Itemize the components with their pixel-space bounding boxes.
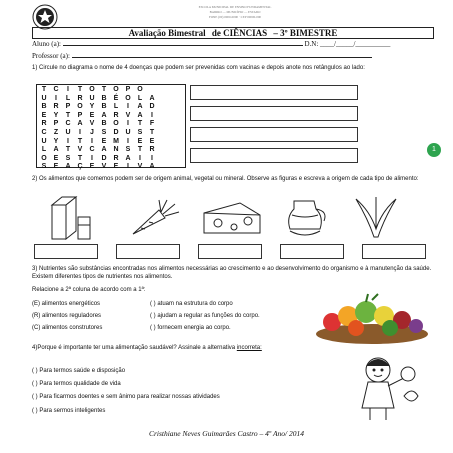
word-search-letter[interactable]: V xyxy=(137,163,143,171)
word-search-letter[interactable]: A xyxy=(137,111,143,119)
word-search-letter[interactable] xyxy=(158,120,170,129)
word-search-letter[interactable]: U xyxy=(41,94,47,102)
word-search-letter[interactable]: R xyxy=(41,120,47,128)
word-search-letter[interactable]: E xyxy=(89,163,95,171)
word-search-letter[interactable] xyxy=(170,86,182,95)
school-line: BAIRRO — MUNICÍPIO — ESTADO xyxy=(209,10,261,14)
word-search-letter[interactable]: D xyxy=(101,154,107,162)
word-search-letter[interactable]: A xyxy=(65,163,71,171)
word-search-letter[interactable]: U xyxy=(41,137,47,145)
word-search-letter[interactable]: É xyxy=(113,94,119,102)
word-search-letter[interactable]: A xyxy=(101,146,107,154)
question-3-instruction: Relacione a 2ª coluna de acordo com a 1ª: xyxy=(32,287,146,293)
word-search-letter[interactable]: C xyxy=(65,120,71,128)
word-search-letter[interactable]: O xyxy=(125,94,131,102)
word-search-letter[interactable]: S xyxy=(125,146,131,154)
word-search-letter[interactable]: T xyxy=(101,86,107,93)
word-search-letter[interactable]: B xyxy=(101,94,107,102)
word-search-letter[interactable]: C xyxy=(89,146,95,154)
origin-answer-box[interactable] xyxy=(116,244,180,259)
question-2-text: 2) Os alimentos que comemos podem ser de origem animal, vegetal ou mineral. Observe as figuras e escreva a origem de cada tipo de alimento: xyxy=(32,176,419,182)
q4-option[interactable]: ( ) Para sermos inteligentes xyxy=(32,408,106,414)
cheese-icon xyxy=(200,199,264,239)
word-search-letter[interactable] xyxy=(146,86,158,95)
exam-title-part: – 3º BIMESTRE xyxy=(273,28,338,38)
word-search-letter[interactable] xyxy=(158,138,170,147)
word-search-letter[interactable]: I xyxy=(55,94,57,102)
word-search-letter[interactable]: I xyxy=(139,154,141,162)
word-search-letter[interactable]: C xyxy=(53,86,59,93)
origin-answer-box[interactable] xyxy=(362,244,426,259)
word-search-letter[interactable]: O xyxy=(89,86,95,93)
exam-title-part: Avaliação Bimestral xyxy=(128,28,206,38)
word-search-letter[interactable]: U xyxy=(65,128,71,136)
word-search-letter[interactable]: T xyxy=(77,154,83,162)
nutrient-left-item: (E) alimentos energéticos xyxy=(32,301,101,307)
word-search-letter[interactable]: V xyxy=(101,163,107,171)
word-search-letter[interactable]: T xyxy=(137,146,143,154)
word-search-letter[interactable]: U xyxy=(125,128,131,136)
word-search-letter[interactable]: I xyxy=(151,154,153,162)
word-search-letter[interactable]: L xyxy=(113,103,119,111)
word-search-letter[interactable] xyxy=(170,120,182,129)
origin-answer-box[interactable] xyxy=(34,244,98,259)
word-search-letter[interactable]: E xyxy=(89,111,95,119)
word-search-letter[interactable] xyxy=(170,112,182,121)
teacher-row xyxy=(32,51,432,61)
word-search-letter[interactable]: N xyxy=(113,146,119,154)
word-search-letter[interactable]: Y xyxy=(53,111,59,119)
word-search-letter[interactable]: A xyxy=(77,120,83,128)
word-search-letter[interactable]: D xyxy=(113,128,119,136)
word-search-letter[interactable] xyxy=(158,86,170,95)
word-search-letter[interactable]: I xyxy=(127,103,129,111)
word-search-grid xyxy=(38,86,182,172)
word-search-letter[interactable]: A xyxy=(53,146,59,154)
question-3-text: 3) Nutrientes são substâncias encontradas nos alimentos necessárias ao crescimento e ao desenvolvimento do organismo e à manutenção da saúde. Existem diferentes tipos de nutrientes nos alimentos. xyxy=(32,266,432,280)
word-search-letter[interactable]: A xyxy=(149,94,155,102)
word-search-letter[interactable]: A xyxy=(137,103,143,111)
word-search-letter[interactable]: M xyxy=(113,137,119,145)
word-search-letter[interactable]: V xyxy=(125,111,131,119)
child-with-fruit-icon xyxy=(348,352,424,424)
word-search-letter[interactable]: P xyxy=(77,111,83,119)
word-search-letter[interactable] xyxy=(170,138,182,147)
word-search-letter[interactable]: O xyxy=(113,120,119,128)
word-search-letter[interactable]: A xyxy=(101,111,107,119)
word-search-letter[interactable]: E xyxy=(113,163,119,171)
word-search-letter[interactable]: I xyxy=(67,137,69,145)
word-search-letter[interactable] xyxy=(158,129,170,138)
q4-option[interactable]: ( ) Para ficarmos doentes e sem ânimo para realizar nossas atividades xyxy=(32,394,220,400)
word-search-letter[interactable]: S xyxy=(65,154,71,162)
word-search-letter[interactable]: I xyxy=(67,86,69,93)
word-search-letter[interactable]: R xyxy=(113,111,119,119)
word-search-letter[interactable]: R xyxy=(53,103,59,111)
nutrient-right-item[interactable]: ( ) fornecem energia ao corpo. xyxy=(150,325,231,331)
word-search-letter[interactable] xyxy=(158,155,170,164)
word-search-letter[interactable]: T xyxy=(65,111,71,119)
question-4-text-main: 4)Porque é importante ter uma alimentação saudável? Assinale a alternativa xyxy=(32,345,236,351)
origin-answer-box[interactable] xyxy=(280,244,344,259)
word-search-letter[interactable]: E xyxy=(137,137,143,145)
word-search-letter[interactable]: T xyxy=(65,146,71,154)
word-search-letter[interactable] xyxy=(170,146,182,155)
word-search-letter[interactable]: E xyxy=(53,154,59,162)
word-search-letter[interactable]: V xyxy=(77,146,83,154)
word-search-letter[interactable]: O xyxy=(137,86,143,93)
word-search-letter[interactable]: V xyxy=(89,120,95,128)
nutrient-left-item: (C) alimentos construtores xyxy=(32,325,103,331)
word-search-letter[interactable]: O xyxy=(77,103,83,111)
question-1-text: 1) Circule no diagrama o nome de 4 doenças que podem ser prevenidas com vacinas e depois anote nos retângulos ao lado: xyxy=(32,65,365,71)
word-search-letter[interactable] xyxy=(170,129,182,138)
word-search-letter[interactable]: A xyxy=(125,154,131,162)
disease-answer-box[interactable] xyxy=(190,85,358,100)
teacher-label: Professor (a): xyxy=(32,52,70,60)
disease-answer-box[interactable] xyxy=(190,148,358,163)
word-search-letter[interactable]: L xyxy=(65,94,71,102)
word-search-letter[interactable]: L xyxy=(41,146,47,154)
disease-answer-box[interactable] xyxy=(190,106,358,121)
banana-icon xyxy=(350,193,402,241)
word-search-letter[interactable]: Y xyxy=(89,103,95,111)
student-name-field[interactable] xyxy=(63,39,303,46)
word-search-letter[interactable]: I xyxy=(151,111,153,119)
word-search-letter[interactable]: Y xyxy=(53,137,59,145)
word-search-letter[interactable]: O xyxy=(113,86,119,93)
word-search-letter[interactable]: L xyxy=(137,94,143,102)
water-jug-icon xyxy=(280,195,330,241)
disease-answer-box[interactable] xyxy=(190,127,358,142)
word-search-letter[interactable]: C xyxy=(41,128,47,136)
word-search-letter[interactable] xyxy=(170,163,182,172)
q4-option[interactable]: ( ) Para termos qualidade de vida xyxy=(32,381,121,387)
word-search-letter[interactable]: Z xyxy=(53,128,59,136)
word-search-letter[interactable]: R xyxy=(149,146,155,154)
fruit-basket-icon xyxy=(312,294,432,346)
word-search-letter[interactable]: I xyxy=(79,128,81,136)
word-search-letter[interactable]: A xyxy=(149,163,155,171)
word-search-letter[interactable]: P xyxy=(53,120,59,128)
nutrient-left-item: (R) alimentos reguladores xyxy=(32,313,102,319)
word-search-letter[interactable]: P xyxy=(65,103,71,111)
question-4-text xyxy=(32,345,362,353)
word-search-letter[interactable]: D xyxy=(149,103,155,111)
word-search-letter[interactable] xyxy=(170,155,182,164)
word-search-letter[interactable]: T xyxy=(77,137,83,145)
word-search-letter[interactable] xyxy=(158,163,170,172)
word-search-letter[interactable] xyxy=(158,103,170,112)
word-search-letter[interactable] xyxy=(158,112,170,121)
word-search-letter[interactable]: I xyxy=(127,120,129,128)
footer-credit: Cristhiane Neves Guimarães Castro – 4º Ano/ 2014 xyxy=(148,429,305,438)
word-search-letter[interactable]: Ç xyxy=(77,163,83,171)
school-line: ESCOLA MUNICIPAL DE ENSINO FUNDAMENTAL xyxy=(198,5,272,9)
word-search-letter[interactable]: I xyxy=(127,137,129,145)
word-search-letter[interactable]: I xyxy=(127,163,129,171)
word-search-letter[interactable]: I xyxy=(91,154,93,162)
word-search-letter[interactable] xyxy=(170,95,182,104)
page-number-badge: 1 xyxy=(427,143,441,157)
word-search-letter[interactable]: R xyxy=(77,94,83,102)
word-search-letter[interactable]: T xyxy=(41,86,47,93)
word-search-letter[interactable]: P xyxy=(125,86,131,93)
word-search-letter[interactable]: I xyxy=(91,137,93,145)
word-search-letter[interactable]: B xyxy=(101,103,107,111)
word-search-letter[interactable]: S xyxy=(101,128,107,136)
school-header xyxy=(150,5,320,20)
word-search-letter[interactable] xyxy=(158,95,170,104)
school-line: FONE (00) 0000-0000 · CEP 00000-000 xyxy=(208,15,262,19)
word-search-letter[interactable]: O xyxy=(41,154,47,162)
word-search-letter[interactable]: U xyxy=(89,94,95,102)
nutrient-right-item[interactable]: ( ) atuam na estrutura do corpo xyxy=(150,301,233,307)
word-search-letter[interactable]: R xyxy=(113,154,119,162)
question-4-text-emphasis: incorreta: xyxy=(236,345,262,351)
word-search-letter[interactable]: S xyxy=(137,128,143,136)
word-search-letter[interactable]: F xyxy=(149,120,155,128)
exam-title xyxy=(32,27,434,39)
word-search-letter[interactable] xyxy=(170,103,182,112)
word-search-letter[interactable]: T xyxy=(77,86,83,93)
word-search-letter[interactable]: E xyxy=(53,163,59,171)
word-search-letter[interactable]: J xyxy=(90,128,94,136)
word-search-letter[interactable]: S xyxy=(41,163,47,171)
birthdate-label: D.N: ____/_____/__________ xyxy=(304,40,391,48)
word-search-letter[interactable]: B xyxy=(41,103,47,111)
exam-title-part: de CIÊNCIAS xyxy=(211,28,268,38)
milk-carton-icon xyxy=(48,195,98,241)
word-search-letter[interactable]: E xyxy=(41,111,47,119)
word-search-letter[interactable]: E xyxy=(149,137,155,145)
origin-answer-box[interactable] xyxy=(198,244,262,259)
nutrient-right-item[interactable]: ( ) ajudam a regular as funções do corpo. xyxy=(150,313,260,319)
q4-option[interactable]: ( ) Para termos saúde e disposição xyxy=(32,368,126,374)
word-search-letter[interactable]: T xyxy=(149,128,155,136)
word-search-letter[interactable] xyxy=(158,146,170,155)
carrot-icon xyxy=(125,196,185,240)
word-search-letter[interactable]: E xyxy=(101,137,107,145)
word-search-letter[interactable]: B xyxy=(101,120,107,128)
student-label: Aluno (a): xyxy=(32,40,61,48)
word-search-letter[interactable]: T xyxy=(137,120,143,128)
student-row xyxy=(32,39,432,49)
teacher-name-field[interactable] xyxy=(72,51,372,58)
